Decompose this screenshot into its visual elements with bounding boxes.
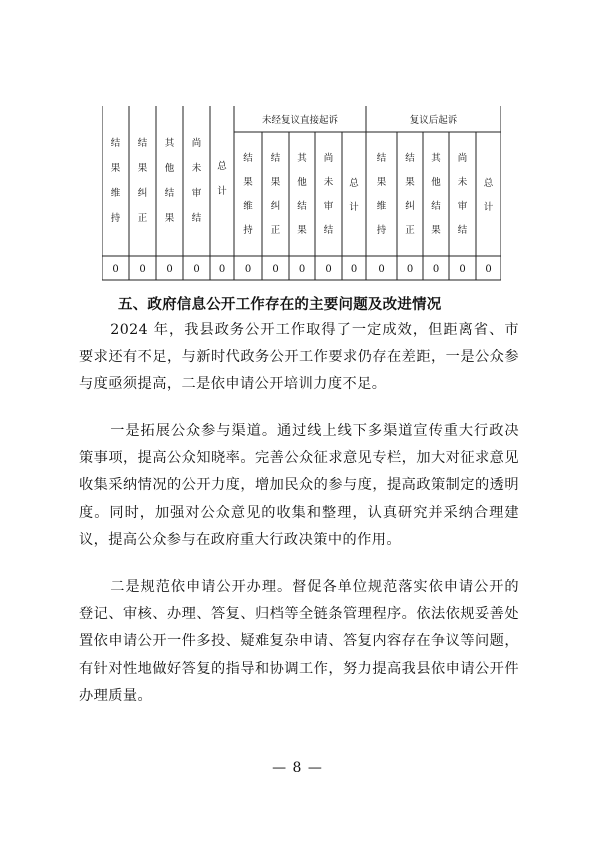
paragraph-summary: 2024 年，我县政务公开工作取得了一定成效，但距离省、市要求还有不足，与新时代政务公开工作要求仍存在差距，一是公众参与度亟须提高，二是依申请公开培训力度不足。 bbox=[79, 322, 519, 393]
sub-column-header: 计 bbox=[483, 202, 494, 213]
sub-column-header: 总 bbox=[349, 178, 359, 189]
sub-column-header: 果 bbox=[405, 177, 415, 188]
table-cell-value: 0 bbox=[350, 264, 358, 275]
sub-column-header: 其 bbox=[431, 153, 441, 164]
sub-column-header: 持 bbox=[243, 225, 253, 236]
table-cell-value: 0 bbox=[378, 264, 385, 275]
left-column-header: 总 bbox=[217, 161, 227, 172]
sub-column-header: 结 bbox=[270, 153, 281, 164]
left-column-header: 未 bbox=[191, 163, 202, 174]
table-cell-value: 0 bbox=[218, 264, 226, 275]
sub-column-header: 维 bbox=[243, 201, 253, 212]
sub-column-header: 结 bbox=[405, 153, 415, 164]
table-cell-value: 0 bbox=[244, 264, 252, 275]
table-cell-value: 0 bbox=[272, 264, 279, 275]
table-grid bbox=[102, 106, 501, 280]
left-column-header: 计 bbox=[217, 186, 227, 197]
sub-column-header: 尚 bbox=[323, 153, 334, 164]
sub-column-header: 结 bbox=[376, 153, 387, 164]
left-column-header: 果 bbox=[110, 163, 121, 174]
sub-column-header: 维 bbox=[376, 201, 387, 212]
paragraph-application-handling: 二是规范依申请公开办理。督促各单位规范落实依申请公开的登记、审核、办理、答复、归档等全链条管理程序。依法依规妥善处置依申请公开一件多投、疑难复杂申请、答复内容存在争议等问题，有针对性地做好答复的指导和协调工作，努力提高我县依申请公开件办理质量。 bbox=[79, 579, 519, 704]
left-column-header: 结 bbox=[137, 138, 148, 149]
table-cell-value: 0 bbox=[459, 264, 466, 275]
sub-column-header: 果 bbox=[243, 177, 253, 188]
table-cell-value: 0 bbox=[406, 264, 414, 275]
left-column-header: 正 bbox=[137, 213, 148, 224]
table-cell-value: 0 bbox=[485, 264, 492, 275]
group-title-direct-suit: 未经复议直接起诉 bbox=[261, 115, 339, 126]
sub-column-header: 持 bbox=[376, 225, 387, 236]
left-column-header: 果 bbox=[137, 163, 148, 174]
sub-column-header: 果 bbox=[431, 225, 441, 236]
section-heading: 五、政府信息公开工作存在的主要问题及改进情况 bbox=[118, 297, 442, 313]
sub-column-header: 他 bbox=[431, 177, 441, 188]
sub-column-header: 纠 bbox=[405, 201, 415, 212]
left-column-header: 纠 bbox=[137, 188, 148, 199]
page-number: — 8 — bbox=[272, 760, 323, 776]
sub-column-header: 审 bbox=[457, 201, 468, 212]
left-column-header: 结 bbox=[191, 213, 202, 224]
left-column-header: 果 bbox=[164, 213, 175, 224]
table-cell-value: 0 bbox=[432, 264, 440, 275]
sub-column-header: 计 bbox=[349, 202, 359, 213]
sub-column-header: 未 bbox=[457, 177, 468, 188]
sub-column-header: 果 bbox=[376, 177, 387, 188]
left-column-header: 审 bbox=[191, 188, 202, 199]
table-text bbox=[111, 114, 494, 275]
table-cell-value: 0 bbox=[166, 264, 173, 275]
sub-column-header: 结 bbox=[297, 201, 307, 212]
table-cell-value: 0 bbox=[139, 264, 146, 275]
paragraph-public-participation: 一是拓展公众参与渠道。通过线上线下多渠道宣传重大行政决策事项，提高公众知晓率。完善公众征求意见专栏，加大对征求意见收集采纳情况的公开力度，增加民众的参与度，提高政策制定的透明度。同时，加强对公众意见的收集和整理，认真研究并采纳合理建议，提高公众参与在政府重大行政决策中的作用。 bbox=[79, 423, 519, 548]
left-column-header: 尚 bbox=[191, 138, 202, 149]
sub-column-header: 结 bbox=[323, 225, 334, 236]
table-cell-value: 0 bbox=[112, 264, 119, 275]
sub-column-header: 结 bbox=[243, 153, 253, 164]
sub-column-header: 结 bbox=[431, 201, 441, 212]
table-cell-value: 0 bbox=[325, 264, 332, 275]
left-column-header: 持 bbox=[110, 213, 121, 224]
sub-column-header: 其 bbox=[297, 153, 307, 164]
left-column-header: 结 bbox=[164, 188, 175, 199]
sub-column-header: 总 bbox=[483, 178, 494, 189]
left-column-header: 他 bbox=[164, 163, 175, 174]
sub-column-header: 正 bbox=[405, 225, 415, 236]
sub-column-header: 未 bbox=[323, 177, 334, 188]
group-title-after-review: 复议后起诉 bbox=[409, 115, 458, 126]
sub-column-header: 结 bbox=[457, 225, 468, 236]
sub-column-header: 他 bbox=[297, 177, 307, 188]
sub-column-header: 尚 bbox=[457, 153, 468, 164]
left-column-header: 维 bbox=[110, 188, 121, 199]
sub-column-header: 果 bbox=[270, 177, 281, 188]
left-column-header: 结 bbox=[110, 138, 121, 149]
sub-column-header: 审 bbox=[323, 201, 334, 212]
sub-column-header: 果 bbox=[297, 225, 307, 236]
left-column-header: 其 bbox=[164, 138, 175, 149]
table-cell-value: 0 bbox=[193, 264, 200, 275]
sub-column-header: 正 bbox=[270, 225, 281, 236]
litigation-table bbox=[102, 106, 501, 286]
table-cell-value: 0 bbox=[298, 264, 306, 275]
sub-column-header: 纠 bbox=[270, 201, 281, 212]
